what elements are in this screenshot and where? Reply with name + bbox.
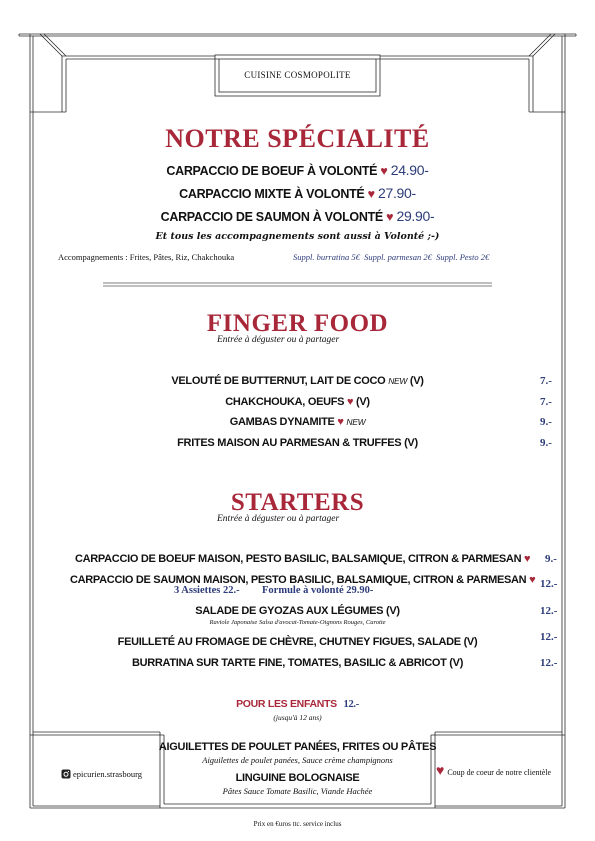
starter-item-name: BURRATINA SUR TARTE FINE, TOMATES, BASILIC & ABRICOT (V) [131, 657, 464, 669]
new-tag: NEW [346, 417, 366, 427]
specialite-item [0, 185, 595, 201]
starter-item-price: 12.- [540, 657, 558, 669]
new-tag: NEW [388, 376, 408, 386]
finger-item-name: FRITES MAISON AU PARMESAN & TRUFFES (V) [177, 437, 418, 449]
specialite-item [0, 208, 595, 224]
finger-item-price: 7.- [540, 396, 552, 408]
heart-icon: ♥ [337, 416, 344, 428]
finger-item [0, 416, 595, 428]
starter-item-name: CARPACCIO DE SAUMON MAISON, PESTO BASILIC, BALSAMIQUE, CITRON & PARMESAN [70, 574, 527, 586]
specialite-item-name: CARPACCIO DE BOEUF À VOLONTÉ [166, 164, 378, 178]
coup-de-coeur-text: Coup de coeur de notre clientèle [447, 767, 552, 777]
instagram-text: epicurien.strasbourg [73, 769, 143, 779]
veg-tag: (V) [409, 375, 424, 387]
heart-icon: ♥ [524, 553, 531, 565]
instagram-icon [61, 769, 71, 779]
starters-title: STARTERS [230, 489, 365, 516]
assiettes-offer: 3 Assiettes 22.- [174, 585, 240, 596]
specialite-note: Et tous les accompagnements sont aussi à Volonté ;-) [155, 231, 440, 242]
heart-icon: ♥ [386, 210, 394, 224]
supplements: Suppl. burratina 5€ Suppl. parmesan 2€ Suppl. Pesto 2€ [293, 252, 490, 262]
enfants-heading [0, 698, 595, 710]
heart-icon: ♥ [367, 187, 375, 201]
starter-item-name: FEUILLETÉ AU FROMAGE DE CHÈVRE, CHUTNEY FIGUES, SALADE (V) [117, 636, 478, 648]
enfants-item-name: LINGUINE BOLOGNAISE [235, 772, 360, 784]
finger-item-name: CHAKCHOUKA, OEUFS [225, 396, 345, 408]
finger-item-name: GAMBAS DYNAMITE [229, 416, 335, 428]
heart-icon: ♥ [436, 764, 445, 779]
specialite-item-name: CARPACCIO MIXTE À VOLONTÉ [179, 187, 365, 201]
starter-item [75, 553, 530, 565]
starter-item-price: 9.- [545, 553, 557, 565]
heart-icon: ♥ [346, 396, 354, 408]
specialite-item-name: CARPACCIO DE SAUMON À VOLONTÉ [160, 210, 383, 224]
specialite-item [0, 162, 595, 178]
starter-item-price: 12.- [540, 578, 558, 590]
header-label: CUISINE COSMOPOLITE [244, 70, 351, 80]
specialite-item-price: 27.90- [377, 185, 416, 201]
accompagnements: Accompagnements : Frites, Pâtes, Riz, Chakchouka [58, 252, 235, 262]
specialite-title: NOTRE SPÉCIALITÉ [165, 124, 430, 153]
formule-offer: Formule à volonté 29.90- [262, 585, 374, 596]
enfants-item-desc: Pâtes Sauce Tomate Basilic, Viande Hachée [222, 786, 373, 796]
specialite-item-price: 29.90- [396, 208, 435, 224]
instagram-handle[interactable] [61, 769, 142, 779]
finger-item-price: 9.- [540, 437, 552, 449]
finger-item [0, 375, 595, 387]
finger-food-title: FINGER FOOD [206, 310, 389, 337]
gyoza-description: Raviole Japonaise Salsa d'avocat-Tomate-Oignons Rouges, Carotte [209, 619, 386, 626]
finger-item-price: 7.- [540, 375, 552, 387]
enfants-item-desc: Aiguilettes de poulet panées, Sauce crème champignons [202, 755, 393, 765]
finger-item [0, 396, 595, 408]
heart-icon: ♥ [380, 164, 388, 178]
starter-item-price: 12.- [540, 605, 558, 617]
enfants-title: POUR LES ENFANTS [236, 698, 337, 710]
finger-item-price: 9.- [540, 416, 552, 428]
enfants-item-name: AIGUILETTES DE POULET PANÉES, FRITES OU PÂTES [158, 741, 437, 753]
starter-item-price: 12.- [540, 631, 558, 643]
finger-item-name: VELOUTÉ DE BUTTERNUT, LAIT DE COCO [171, 375, 386, 387]
heart-icon: ♥ [529, 574, 536, 586]
specialite-item-price: 24.90- [390, 162, 429, 178]
coup-de-coeur-legend [436, 764, 551, 780]
finger-item [0, 437, 595, 449]
starter-item-name: CARPACCIO DE BOEUF MAISON, PESTO BASILIC, BALSAMIQUE, CITRON & PARMESAN [75, 553, 522, 565]
prix-note: Prix en €uros ttc. service inclus [253, 820, 342, 828]
starter-item-name: SALADE DE GYOZAS AUX LÉGUMES (V) [195, 605, 400, 617]
starters-subtitle: Entrée à déguster ou à partager [217, 514, 340, 524]
veg-tag: (V) [355, 396, 370, 408]
enfants-age: (jusqu'à 12 ans) [273, 713, 322, 722]
finger-food-subtitle: Entrée à déguster ou à partager [217, 335, 340, 345]
enfants-price: 12.- [343, 699, 359, 710]
